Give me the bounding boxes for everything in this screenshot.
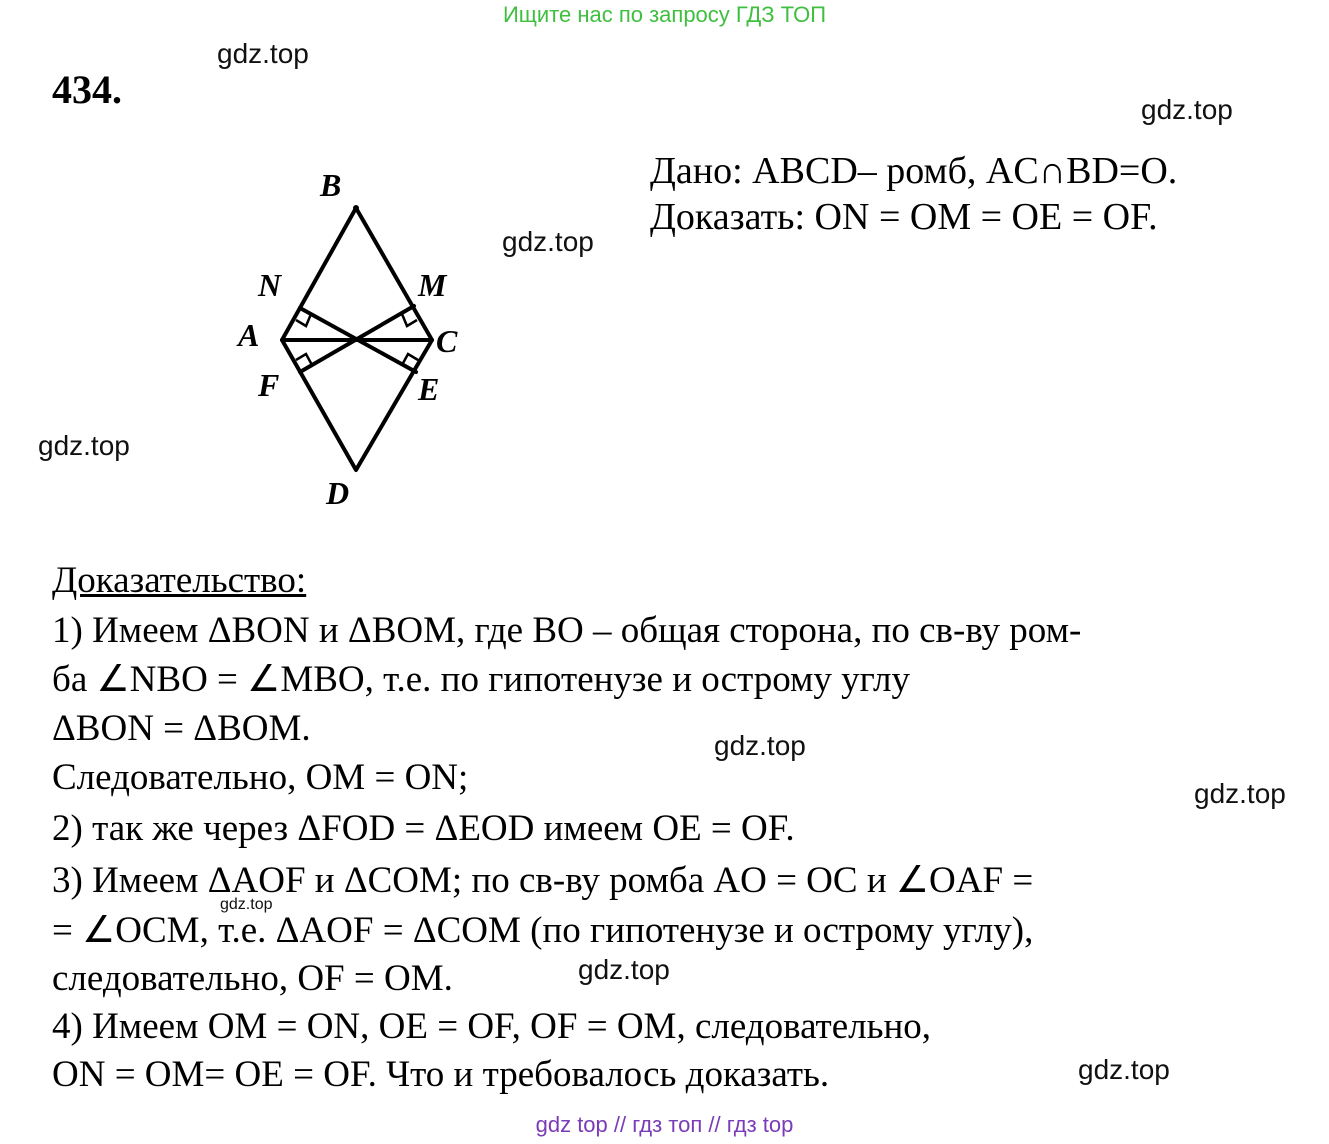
proof-line: 2) так же через ΔFOD = ΔEOD имеем OE = OF. <box>52 808 795 849</box>
proof-line: ба ∠NBO = ∠MBO, т.е. по гипотенузе и острому углу <box>52 659 910 700</box>
proof-line: ON = OM= OE = OF. Что и требовалось доказать. <box>52 1054 830 1095</box>
watermark: gdz.top <box>714 730 806 761</box>
watermark: gdz.top <box>502 226 594 257</box>
label-n: N <box>258 267 282 303</box>
label-e: E <box>418 371 440 407</box>
given-line: Дано: ABCD– ромб, AC∩BD=O. <box>650 150 1178 192</box>
proof-line: 3) Имеем ΔAOF и ΔCOM; по св-ву ромба AO = OC и ∠OAF = <box>52 860 1034 901</box>
proof-line: ΔBON = ΔBOM. <box>52 708 311 749</box>
watermark: gdz.top <box>1078 1054 1170 1085</box>
watermark: gdz.top <box>578 954 670 985</box>
watermark: gdz.top <box>217 38 309 69</box>
proof-line: 1) Имеем ΔBON и ΔBOM, где BO – общая сторона, по св-ву ром- <box>52 610 1082 651</box>
top-banner: Ищите нас по запросу ГДЗ ТОП <box>502 2 827 27</box>
proof-line: Следовательно, OM = ON; <box>52 757 469 798</box>
label-b: B <box>320 167 342 203</box>
watermark: gdz.top <box>220 896 273 913</box>
proof-line: 4) Имеем OM = ON, OE = OF, OF = OM, следовательно, <box>52 1006 932 1047</box>
label-a: A <box>238 317 260 353</box>
proof-heading: Доказательство: <box>52 560 307 601</box>
proof-line: = ∠OCM, т.е. ΔAOF = ΔCOM (по гипотенузе и острому углу), <box>52 910 1034 951</box>
prove-line: Доказать: ON = OM = OE = OF. <box>650 196 1158 238</box>
vertex-b-dot <box>353 205 359 211</box>
label-m: M <box>418 267 447 303</box>
right-angle-mark <box>402 314 417 326</box>
footer-links: gdz top // гдз топ // гдз top <box>535 1112 794 1137</box>
label-d: D <box>326 475 350 511</box>
problem-number: 434. <box>52 67 122 112</box>
watermark: gdz.top <box>38 430 130 461</box>
proof-line: следовательно, OF = OM. <box>52 958 453 999</box>
watermark: gdz.top <box>1141 94 1233 125</box>
label-f: F <box>258 367 280 403</box>
right-angle-mark <box>296 354 312 365</box>
rhombus-figure <box>0 0 700 520</box>
watermark: gdz.top <box>1194 778 1286 809</box>
label-c: C <box>436 323 458 359</box>
right-angle-mark <box>296 314 311 326</box>
